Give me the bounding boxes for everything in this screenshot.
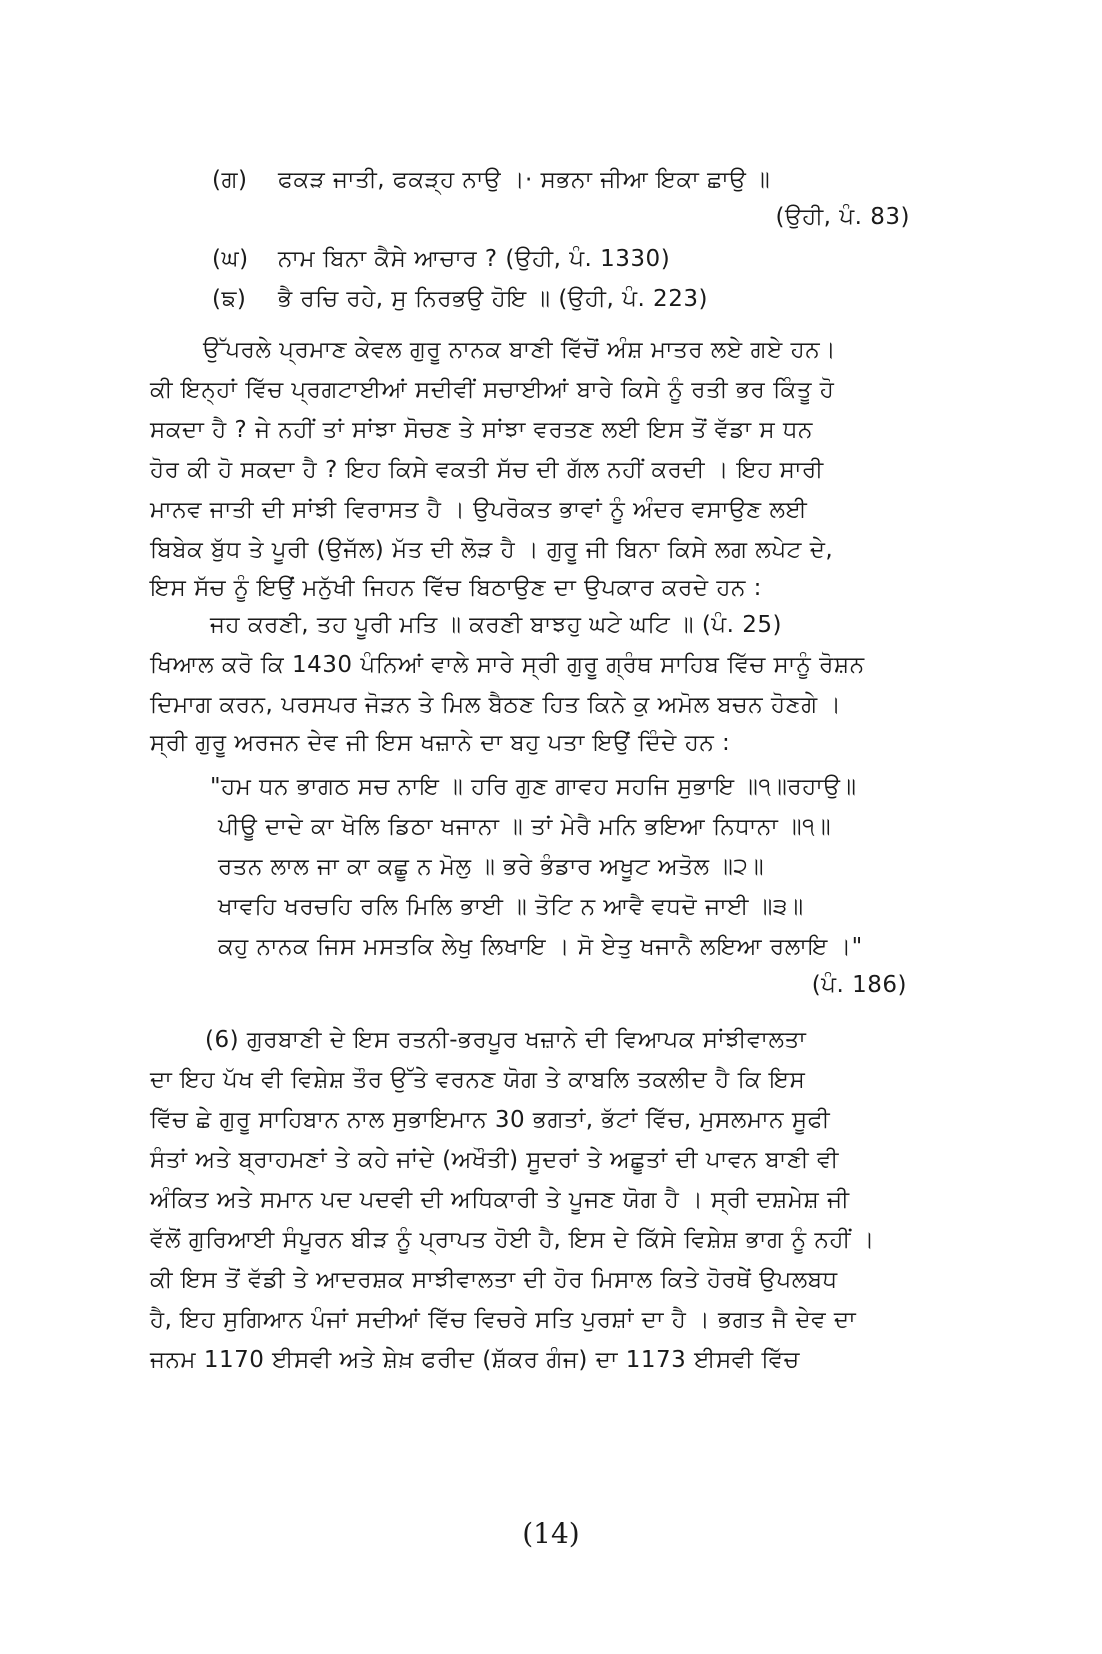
paragraph-3-line: ਵੱਲੋਂ ਗੁਰਿਆਈ ਸੰਪੂਰਨ ਬੀੜ ਨੂੰ ਪ੍ਰਾਪਤ ਹੋਈ ਹੈ, ਇਸ ਦੇ ਕਿੱਸੇ ਵਿਸ਼ੇਸ਼ ਭਾਗ ਨੂੰ ਨਹੀਂ । [150, 1227, 875, 1253]
list-label-ga: (ਗ) [212, 167, 248, 193]
paragraph-2-line: ਖਿਆਲ ਕਰੋ ਕਿ 1430 ਪੰਨਿਆਂ ਵਾਲੇ ਸਾਰੇ ਸ੍ਰੀ ਗੁਰੂ ਗ੍ਰੰਥ ਸਾਹਿਬ ਵਿੱਚ ਸਾਨੂੰ ਰੋਸ਼ਨ [150, 652, 865, 678]
paragraph-2-line: ਸ੍ਰੀ ਗੁਰੂ ਅਰਜਨ ਦੇਵ ਜੀ ਇਸ ਖਜ਼ਾਨੇ ਦਾ ਬਹੁ ਪਤਾ ਇਉਂ ਦਿੰਦੇ ਹਨ : [150, 730, 731, 756]
paragraph-1-line: ਸਕਦਾ ਹੈ ? ਜੇ ਨਹੀਂ ਤਾਂ ਸਾਂਝਾ ਸੋਚਣ ਤੇ ਸਾਂਝਾ ਵਰਤਣ ਲਈ ਇਸ ਤੋਂ ਵੱਡਾ ਸ ਧਨ [150, 417, 813, 443]
paragraph-1-line: ਕੀ ਇਨ੍ਹਾਂ ਵਿੱਚ ਪ੍ਰਗਟਾਈਆਂ ਸਦੀਵੀਂ ਸਚਾਈਆਂ ਬਾਰੇ ਕਿਸੇ ਨੂੰ ਰਤੀ ਭਰ ਕਿੰਤੂ ਹੋ [150, 377, 835, 403]
page-number: (14) [522, 1517, 580, 1550]
quote-gha-text: ਨਾਮ ਬਿਨਾ ਕੈਸੇ ਆਚਾਰ ? (ਉਹੀ, ਪੰ. 1330) [278, 246, 671, 272]
paragraph-1-line: ਇਸ ਸੱਚ ਨੂੰ ਇਉਂ ਮਨੁੱਖੀ ਜਿਹਨ ਵਿੱਚ ਬਿਠਾਉਣ ਦਾ ਉਪਕਾਰ ਕਰਦੇ ਹਨ : [150, 575, 762, 601]
paragraph-3-line: ਕੀ ਇਸ ਤੋਂ ਵੱਡੀ ਤੇ ਆਦਰਸ਼ਕ ਸਾਝੀਵਾਲਤਾ ਦੀ ਹੋਰ ਮਿਸਾਲ ਕਿਤੇ ਹੋਰਥੇਂ ਉਪਲਬਧ [150, 1267, 838, 1293]
paragraph-2-line: ਦਿਮਾਗ ਕਰਨ, ਪਰਸਪਰ ਜੋੜਨ ਤੇ ਮਿਲ ਬੈਠਣ ਹਿਤ ਕਿਨੇ ਕੁ ਅਮੋਲ ਬਚਨ ਹੋਣਗੇ । [150, 692, 842, 718]
paragraph-3-line: ਅੰਕਿਤ ਅਤੇ ਸਮਾਨ ਪਦ ਪਦਵੀ ਦੀ ਅਧਿਕਾਰੀ ਤੇ ਪੂਜਣ ਯੋਗ ਹੈ । ਸ੍ਰੀ ਦਸ਼ਮੇਸ਼ ਜੀ [150, 1187, 850, 1213]
hymn-line: ਪੀਊ ਦਾਦੇ ਕਾ ਖੋਲਿ ਡਿਠਾ ਖਜਾਨਾ ॥ ਤਾਂ ਮੇਰੈ ਮਨਿ ਭਇਆ ਨਿਧਾਨਾ ॥੧॥ [218, 814, 832, 840]
paragraph-3-line: ਵਿੱਚ ਛੇ ਗੁਰੂ ਸਾਹਿਬਾਨ ਨਾਲ ਸੁਭਾਇਮਾਨ 30 ਭਗਤਾਂ, ਭੱਟਾਂ ਵਿੱਚ, ਮੁਸਲਮਾਨ ਸੂਫੀ [150, 1107, 831, 1133]
paragraph-1-line: ਮਾਨਵ ਜਾਤੀ ਦੀ ਸਾਂਝੀ ਵਿਰਾਸਤ ਹੈ । ਉਪਰੋਕਤ ਭਾਵਾਂ ਨੂੰ ਅੰਦਰ ਵਸਾਉਣ ਲਈ [150, 497, 808, 523]
quote-nga-text: ਭੈ ਰਚਿ ਰਹੇ, ਸੁ ਨਿਰਭਉ ਹੋਇ ॥ (ਉਹੀ, ਪੰ. 223) [278, 286, 708, 312]
paragraph-3-line: ਦਾ ਇਹ ਪੱਖ ਵੀ ਵਿਸ਼ੇਸ਼ ਤੌਰ ਉੱਤੇ ਵਰਨਣ ਯੋਗ ਤੇ ਕਾਬਲਿ ਤਕਲੀਦ ਹੈ ਕਿ ਇਸ [150, 1067, 806, 1093]
hymn-citation: (ਪੰ. 186) [811, 972, 907, 998]
hymn-line: "ਹਮ ਧਨ ਭਾਗਠ ਸਚ ਨਾਇ ॥ ਹਰਿ ਗੁਣ ਗਾਵਹ ਸਹਜਿ ਸੁਭਾਇ ॥੧॥ਰਹਾਉ॥ [210, 774, 857, 800]
quote-line: ਜਹ ਕਰਣੀ, ਤਹ ਪੂਰੀ ਮਤਿ ॥ ਕਰਣੀ ਬਾਝਹੁ ਘਟੇ ਘਟਿ ॥ (ਪੰ. 25) [210, 612, 782, 638]
paragraph-3-line: (6) ਗੁਰਬਾਣੀ ਦੇ ਇਸ ਰਤਨੀ-ਭਰਪੂਰ ਖਜ਼ਾਨੇ ਦੀ ਵਿਆਪਕ ਸਾਂਝੀਵਾਲਤਾ [205, 1027, 807, 1053]
paragraph-3-line: ਜਨਮ 1170 ਈਸਵੀ ਅਤੇ ਸ਼ੇਖ਼ ਫਰੀਦ (ਸ਼ੱਕਰ ਗੰਜ) ਦਾ 1173 ਈਸਵੀ ਵਿੱਚ [150, 1347, 800, 1373]
quote-ga-text: ਫਕੜ ਜਾਤੀ, ਫਕੜ੍ਹ ਨਾਉ ।· ਸਭਨਾ ਜੀਆ ਇਕਾ ਛਾਉ ॥ [278, 167, 771, 193]
paragraph-1-line: ਬਿਬੇਕ ਬੁੱਧ ਤੇ ਪੂਰੀ (ਉਜੱਲ) ਮੱਤ ਦੀ ਲੋੜ ਹੈ । ਗੁਰੂ ਜੀ ਬਿਨਾ ਕਿਸੇ ਲਗ ਲਪੇਟ ਦੇ, [150, 537, 834, 563]
quote-ga-citation: (ਉਹੀ, ਪੰ. 83) [775, 204, 910, 230]
list-label-nga: (ਙ) [212, 286, 247, 312]
hymn-line: ਖਾਵਹਿ ਖਰਚਹਿ ਰਲਿ ਮਿਲਿ ਭਾਈ ॥ ਤੋਟਿ ਨ ਆਵੈ ਵਧਦੋ ਜਾਈ ॥੩॥ [218, 894, 804, 920]
paragraph-1-line: ਉੱਪਰਲੇ ਪ੍ਰਮਾਣ ਕੇਵਲ ਗੁਰੂ ਨਾਨਕ ਬਾਣੀ ਵਿੱਚੋਂ ਅੰਸ਼ ਮਾਤਰ ਲਏ ਗਏ ਹਨ। [203, 337, 837, 363]
list-label-gha: (ਘ) [212, 246, 249, 272]
paragraph-1-line: ਹੋਰ ਕੀ ਹੋ ਸਕਦਾ ਹੈ ? ਇਹ ਕਿਸੇ ਵਕਤੀ ਸੱਚ ਦੀ ਗੱਲ ਨਹੀਂ ਕਰਦੀ । ਇਹ ਸਾਰੀ [150, 457, 824, 483]
hymn-line: ਰਤਨ ਲਾਲ ਜਾ ਕਾ ਕਛੂ ਨ ਮੋਲੁ ॥ ਭਰੇ ਭੰਡਾਰ ਅਖੂਟ ਅਤੋਲ ॥੨॥ [218, 854, 765, 880]
scan-edge-mark [1094, 40, 1100, 70]
paragraph-3-line: ਸੰਤਾਂ ਅਤੇ ਬ੍ਰਾਹਮਣਾਂ ਤੇ ਕਹੇ ਜਾਂਦੇ (ਅਖੌਤੀ) ਸੂਦਰਾਂ ਤੇ ਅਛੂਤਾਂ ਦੀ ਪਾਵਨ ਬਾਣੀ ਵੀ [150, 1147, 839, 1173]
paragraph-3-line: ਹੈ, ਇਹ ਸੁਗਿਆਨ ਪੰਜਾਂ ਸਦੀਆਂ ਵਿੱਚ ਵਿਚਰੇ ਸਤਿ ਪੁਰਸ਼ਾਂ ਦਾ ਹੈ । ਭਗਤ ਜੈ ਦੇਵ ਦਾ [150, 1307, 857, 1333]
hymn-line: ਕਹੁ ਨਾਨਕ ਜਿਸ ਮਸਤਕਿ ਲੇਖੁ ਲਿਖਾਇ । ਸੋ ਏਤੁ ਖਜਾਨੈ ਲਇਆ ਰਲਾਇ ।" [218, 934, 863, 960]
